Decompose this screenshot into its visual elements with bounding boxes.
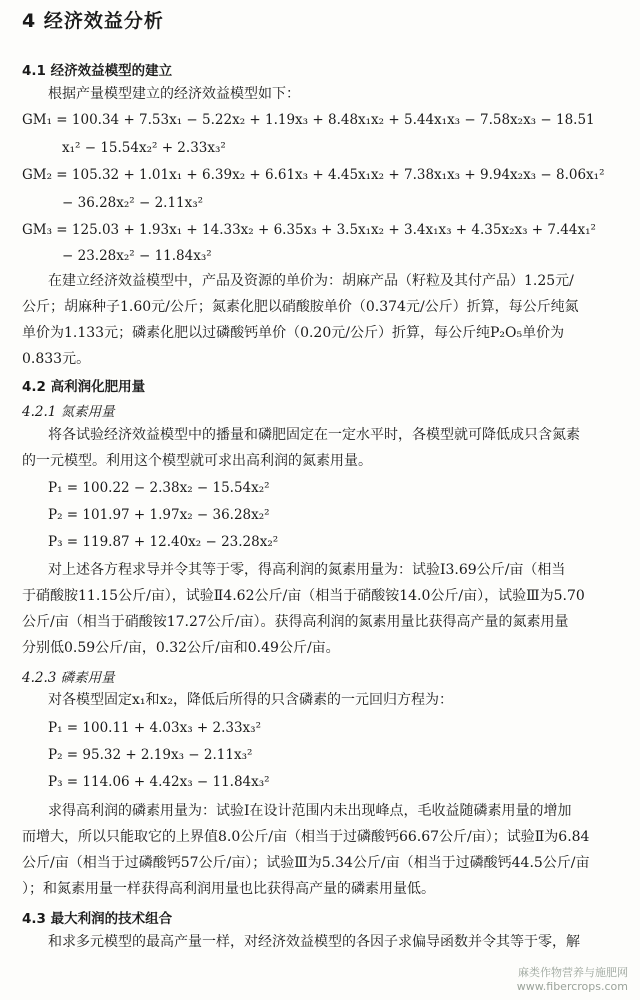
equation-p2-phosphorus: P₂ = 95.32 + 2.19x₃ − 2.11x₃² [48,747,253,763]
subsubsection-heading-4-2-1: 4.2.1 氮素用量 [22,404,115,420]
paragraph-line: 和求多元模型的最高产量一样，对经济效益模型的各因子求偏导函数并令其等于零，解 [48,934,580,950]
equation-p1-nitrogen: P₁ = 100.22 − 2.38x₂ − 15.54x₂² [48,480,270,496]
paragraph-line: 而增大，所以只能取它的上界值8.0公斤/亩（相当于过磷酸钙66.67公斤/亩）；试验Ⅱ为6.84 [22,829,590,845]
section-title: 4 经济效益分析 [22,10,164,32]
paragraph-line: 对各模型固定x₁和x₂，降低后所得的只含磷素的一元回归方程为： [48,692,454,708]
watermark-line1: 麻类作物营养与施肥网 [518,966,628,979]
equation-gm2-cont: − 36.28x₂² − 2.11x₃² [62,195,204,211]
equation-p2-nitrogen: P₂ = 101.97 + 1.97x₂ − 36.28x₂² [48,507,270,523]
watermark [517,966,628,994]
paragraph-line: 于硝酸胺11.15公斤/亩），试验Ⅱ4.62公斤/亩（相当于硝酸铵14.0公斤/亩），试验Ⅲ为5.70 [22,588,585,604]
paragraph-line: 分别低0.59公斤/亩，0.32公斤/亩和0.49公斤/亩。 [22,640,340,656]
paragraph-line: 将各试验经济效益模型中的播量和磷肥固定在一定水平时，各模型就可降低成只含氮素 [48,427,580,443]
subsection-heading-4-3: 4.3 最大利润的技术组合 [22,911,173,927]
paragraph-line: 0.833元。 [22,351,91,367]
equation-gm1: GM₁ = 100.34 + 7.53x₁ − 5.22x₂ + 1.19x₃ + 8.48x₁x₂ + 5.44x₁x₃ − 7.58x₂x₃ − 18.51 [22,112,595,128]
equation-gm2: GM₂ = 105.32 + 1.01x₁ + 6.39x₂ + 6.61x₃ + 4.45x₁x₂ + 7.38x₁x₃ + 9.94x₂x₃ − 8.06x₁² [22,167,605,183]
paragraph-line: 单价为1.133元；磷素化肥以过磷酸钙单价（0.20元/公斤）折算，每公斤纯P₂O₅单价为 [22,325,565,341]
subsection-heading-4-1: 4.1 经济效益模型的建立 [22,63,173,79]
equation-p1-phosphorus: P₁ = 100.11 + 4.03x₃ + 2.33x₃² [48,720,261,736]
equation-gm1-cont: x₁² − 15.54x₂² + 2.33x₃² [62,140,226,156]
paragraph-line: 公斤/亩（相当于过磷酸钙57公斤/亩）；试验Ⅲ为5.34公斤/亩（相当于过磷酸钙44.5公斤/亩 [22,855,590,871]
watermark-line2: www.fibercrops.com [516,980,628,993]
paragraph-line: 公斤；胡麻种子1.60元/公斤；氮素化肥以硝酸胺单价（0.374元/公斤）折算，每公斤纯氮 [22,299,579,315]
paragraph-line: 的一元模型。利用这个模型就可求出高利润的氮素用量。 [22,453,372,469]
equation-gm3-cont: − 23.28x₂² − 11.84x₃² [62,248,212,264]
equation-p3-phosphorus: P₃ = 114.06 + 4.42x₃ − 11.84x₃² [48,774,270,790]
paragraph-line: 对上述各方程求导并令其等于零，得高利润的氮素用量为：试验Ⅰ3.69公斤/亩（相当 [48,562,566,578]
subsection-heading-4-2: 4.2 高利润化肥用量 [22,379,146,395]
paragraph-line: 在建立经济效益模型中，产品及资源的单价为：胡麻产品（籽粒及其付产品）1.25元/ [48,273,574,289]
paragraph-line: 根据产量模型建立的经济效益模型如下： [48,86,300,102]
subsubsection-heading-4-2-3: 4.2.3 磷素用量 [22,670,115,686]
paragraph-line: 求得高利润的磷素用量为：试验Ⅰ在设计范围内未出现峰点，毛收益随磷素用量的增加 [48,803,572,819]
paragraph-line: 公斤/亩（相当于硝酸铵17.27公斤/亩）。获得高利润的氮素用量比获得高产量的氮素用量 [22,614,569,630]
paragraph-line: ）；和氮素用量一样获得高利润用量也比获得高产量的磷素用量低。 [22,881,435,897]
equation-p3-nitrogen: P₃ = 119.87 + 12.40x₂ − 23.28x₂² [48,534,279,550]
equation-gm3: GM₃ = 125.03 + 1.93x₁ + 14.33x₂ + 6.35x₃ + 3.5x₁x₂ + 3.4x₁x₃ + 4.35x₂x₃ + 7.44x₁² [22,222,596,238]
